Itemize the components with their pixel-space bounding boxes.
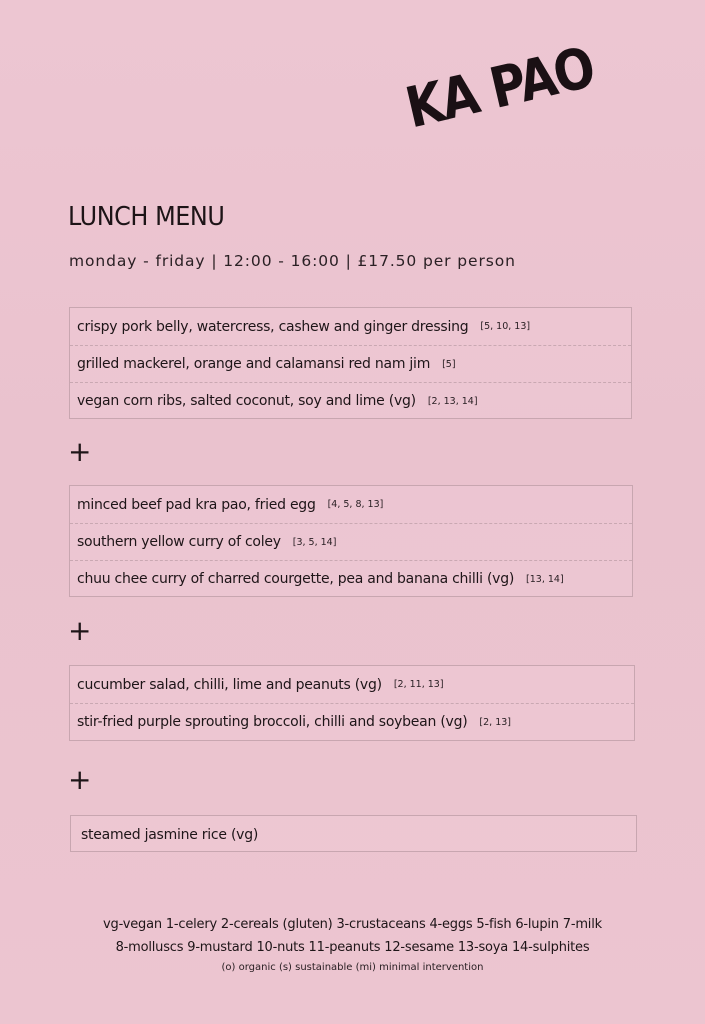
menu-item	[70, 308, 631, 345]
menu-item-name: stir-fried purple sprouting broccoli, chilli and soybean (vg)	[77, 714, 468, 730]
menu-section-sides	[69, 665, 635, 741]
menu-item-allergens: [4, 5, 8, 13]	[327, 499, 384, 510]
menu-item-name: steamed jasmine rice (vg)	[81, 826, 259, 843]
menu-section-rice	[70, 815, 637, 852]
menu-item	[70, 560, 632, 597]
menu-item-allergens: [5, 10, 13]	[480, 321, 531, 332]
plus-separator: +	[68, 435, 92, 468]
menu-item	[70, 382, 631, 419]
menu-item	[70, 666, 634, 703]
menu-item-name: chuu chee curry of charred courgette, pea and banana chilli (vg)	[77, 571, 515, 587]
plus-separator: +	[68, 763, 92, 796]
menu-item	[70, 523, 632, 560]
sourcing-legend: (o) organic (s) sustainable (mi) minimal intervention	[221, 962, 484, 973]
menu-item-allergens: [13, 14]	[526, 573, 564, 585]
menu-item-allergens: [5]	[442, 358, 456, 370]
menu-item-name: grilled mackerel, orange and calamansi red nam jim	[77, 356, 431, 372]
menu-item-allergens: [2, 13, 14]	[427, 395, 478, 407]
allergen-legend-line-1: vg-vegan 1-celery 2-cereals (gluten) 3-crustaceans 4-eggs 5-fish 6-lupin 7-milk	[103, 917, 602, 932]
menu-item	[71, 816, 636, 853]
menu-item-allergens: [2, 13]	[479, 716, 512, 728]
menu-hours-price: monday - friday | 12:00 - 16:00 | £17.50 per person	[69, 252, 516, 270]
menu-item	[70, 486, 632, 523]
menu-item-allergens: [3, 5, 14]	[292, 536, 337, 548]
menu-item-name: vegan corn ribs, salted coconut, soy and lime (vg)	[77, 393, 416, 409]
menu-item	[70, 345, 631, 382]
plus-separator: +	[68, 614, 92, 647]
menu-item-name: southern yellow curry of coley	[77, 534, 281, 550]
menu-section-starters	[69, 307, 632, 419]
menu-item	[70, 703, 634, 740]
menu-section-mains	[69, 485, 633, 597]
page-title: LUNCH MENU	[68, 202, 225, 232]
menu-item-name: cucumber salad, chilli, lime and peanuts (vg)	[77, 676, 382, 693]
brand-logo: KA PAO	[400, 35, 600, 142]
menu-item-name: minced beef pad kra pao, fried egg	[77, 496, 316, 513]
menu-item-name: crispy pork belly, watercress, cashew and ginger dressing	[77, 318, 469, 335]
menu-item-allergens: [2, 11, 13]	[393, 679, 444, 690]
allergen-legend-line-2: 8-molluscs 9-mustard 10-nuts 11-peanuts 12-sesame 13-soya 14-sulphites	[115, 940, 590, 955]
